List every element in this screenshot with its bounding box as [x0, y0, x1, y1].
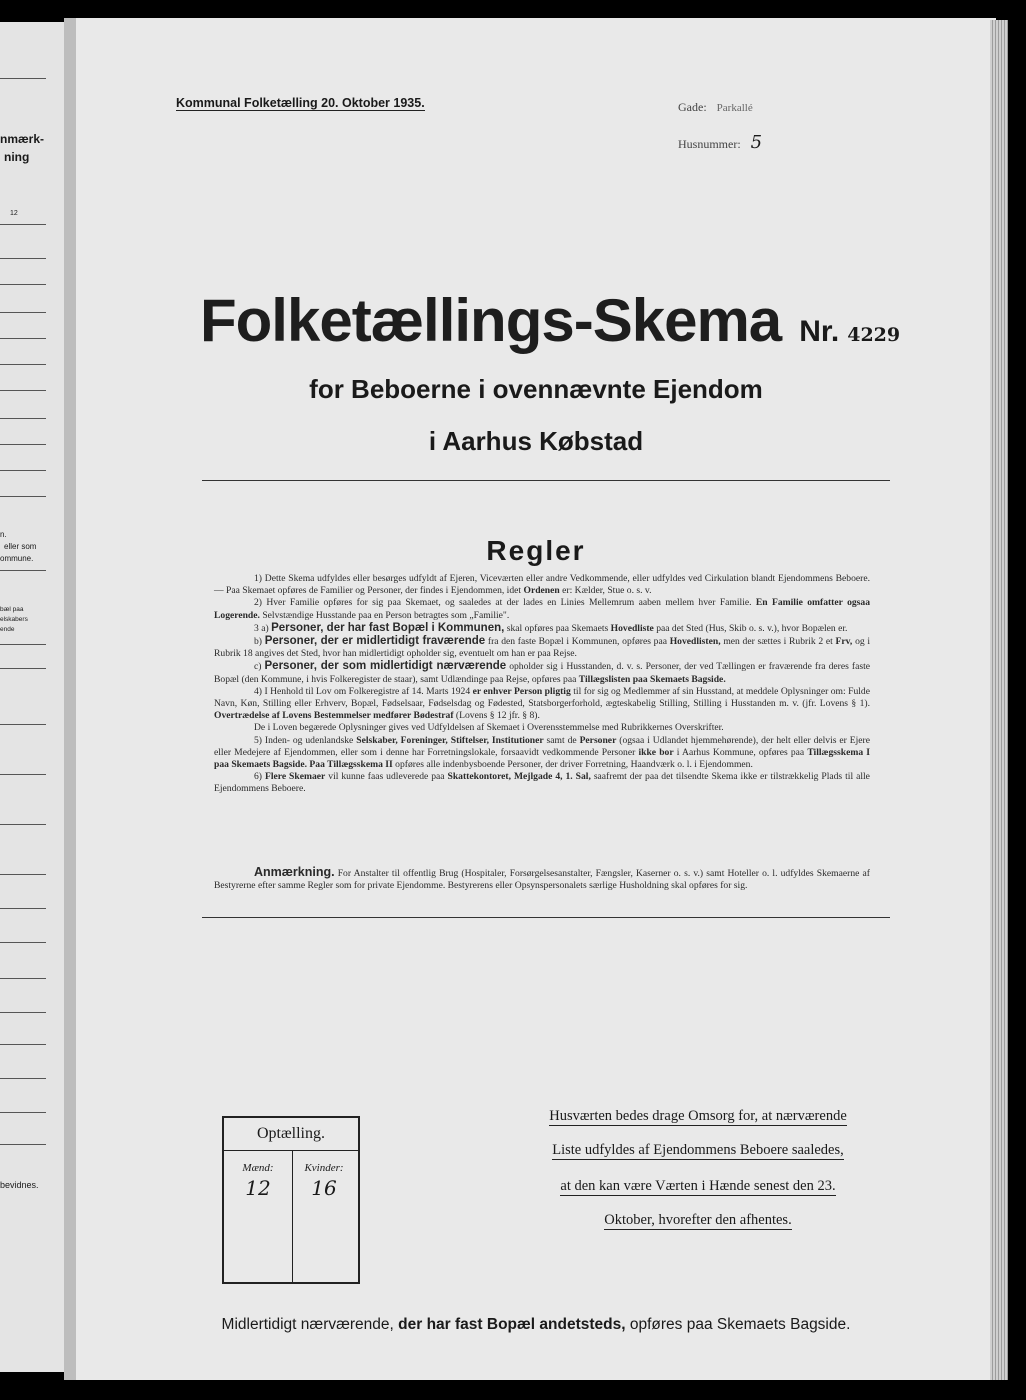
house-number-label: Husnummer: — [678, 137, 741, 151]
tally-title: Optælling. — [224, 1118, 358, 1151]
street-label: Gade: — [678, 100, 707, 114]
rule-3b: b) Personer, der er midlertidigt fraværende fra den faste Bopæl i Kommunen, opføres paa Hovedlisten, men der sættes i Rubrik 2 et Frv, og i Rubrik 18 angives det Sted, hvor han midlertidigt opholder sig, eventuelt om han er paa Rejse. — [214, 635, 871, 660]
notice-line-2: Liste udfyldes af Ejendommens Beboere saaledes, — [552, 1142, 844, 1158]
women-count: 16 — [311, 1176, 337, 1200]
rule-6: 6) Flere Skemaer vil kunne faas udleverede paa Skattekontoret, Mejlgade 4, 1. Sal, saafremt der paa det tilsendte Skema ikke er tilstrækkelig Plads til alle Ejendommens Beboere. — [214, 771, 870, 795]
tally-box — [222, 1116, 360, 1284]
left-fragment: bæl paa — [0, 606, 24, 613]
census-header: Kommunal Folketælling 20. Oktober 1935. — [176, 96, 425, 110]
footer-note: Midlertidigt nærværende, der har fast Bopæl andetsteds, opføres paa Skemaets Bagside. — [221, 1316, 851, 1333]
house-number-value: 5 — [750, 132, 763, 153]
rule-3a: 3 a) Personer, der har fast Bopæl i Kommunen, skal opføres paa Skemaets Hovedliste paa det Sted (Hus, Skib o. s. v.), hvor Bopælen er. — [254, 621, 848, 634]
rule-4: 4) I Henhold til Lov om Folkeregistre af 14. Marts 1924 er enhver Person pligtig til for sig og Medlemmer af sin Husstand, at meddele Oplysninger om: Fulde Navn, Køn, Stilling eller Erhverv, Bopæl, Fødselsaar, Fødselsdag og Fødested, Statsborgerforhold, ægteskabelig Stilling, Stilling i Husstanden m. v. (jfr. Lovens § 1). Overtrædelse af Lovens Bestemmelser medfører Bødestraf (Lovens § 12 jfr. § 8). — [214, 685, 870, 722]
remark-label: Anmærkning. — [254, 865, 335, 879]
house-number-field — [678, 132, 762, 153]
rule-5: 5) Inden- og udenlandske Selskaber, Foreninger, Stiftelser, Institutioner samt de Personer (ogsaa i Udlandet hjemmehørende), der helt eller delvis er Ejere eller Medejere af Ejendommen, eller som i denne har Forretningslokale, forsaavidt vedkommende Personer ikke bor i Aarhus Kommune, opføres paa Tillægsskema I paa Skemaets Bagside. Paa Tillægsskema II opføres alle indenbysboende Personer, der driver Forretning, Haandværk o. l. i Ejendommen. — [214, 734, 871, 771]
divider-top — [202, 480, 890, 481]
form-subtitle-1: for Beboerne i ovennævnte Ejendom — [309, 374, 763, 404]
notice-line-3: at den kan være Værten i Hænde senest den 23. — [560, 1178, 836, 1194]
rule-3c: c) Personer, der som midlertidigt nærværende opholder sig i Husstanden, d. v. s. Personer, der ved Tællingen er fraværende fra deres faste Bopæl (den Kommune, i hvis Folkeregister de staar), samt Udlændinge paa Rejse, opføres paa Tillægslisten paa Skemaets Bagside. — [214, 660, 870, 685]
divider-bottom — [202, 917, 890, 918]
left-fragment: eller som — [4, 542, 37, 551]
census-form-page — [76, 18, 996, 1380]
tally-women — [290, 1150, 358, 1282]
page-stack-edge — [990, 20, 1008, 1380]
notice-line-4: Oktober, hvorefter den afhentes. — [604, 1212, 792, 1228]
notice-line-1: Husværten bedes drage Omsorg for, at nærværende — [549, 1108, 847, 1124]
left-fragment: ende — [0, 626, 15, 633]
men-label: Mænd: — [242, 1162, 274, 1174]
left-fragment: bevidnes. — [0, 1180, 39, 1190]
women-label: Kvinder: — [304, 1162, 344, 1174]
left-fragment: ommune. — [0, 554, 34, 563]
left-fragment: 12 — [10, 210, 18, 217]
rule-2: 2) Hver Familie opføres for sig paa Skemaet, og saaledes at der lades en Linies Mellemrum aaben mellem hver Familie. En Familie omfatter ogsaa Logerende. Selvstændige Husstande paa en Person betragtes som „Familie". — [214, 597, 870, 621]
left-fragment: n. — [0, 530, 7, 539]
rule-1: 1) Dette Skema udfyldes eller besørges udfyldt af Ejeren, Viceværten eller andre Vedkommende, eller udfyldes ved Cirkulation blandt Ejendommens Beboere. — Paa Skemaet opføres de Familier og Personer, der findes i Ejendommen, idet Ordenen er: Kælder, Stue o. s. v. — [214, 573, 870, 597]
left-fragment: ning — [4, 150, 30, 164]
street-field — [678, 98, 753, 116]
street-value: Parkallé — [716, 102, 753, 114]
form-title — [200, 286, 900, 355]
rules-heading: Regler — [486, 535, 586, 566]
form-subtitle-2: i Aarhus Købstad — [428, 426, 644, 456]
remark-text: For Anstalter til offentlig Brug (Hospitaler, Forsørgelsesanstalter, Fængsler, Kaserner o. s. v.) samt Hoteller o. l. udfyldes Skemaerne af Bestyrerne efter samme Regler som for private Ejendomme. Bestyrerens eller Opsynspersonalets særlige Husholdning skal opføres for sig. — [214, 868, 870, 892]
rules-body — [214, 573, 870, 796]
remark-paragraph — [214, 866, 870, 892]
left-fragment: nmærk- — [0, 132, 45, 146]
form-title-main: Folketællings-Skema — [200, 287, 782, 354]
form-number-label: Nr. — [799, 315, 840, 348]
rule-4-note: De i Loven begærede Oplysninger gives ved Udfyldelsen af Skemaet i Overensstemmelse med Rubrikkernes Overskrifter. — [254, 722, 724, 734]
tally-men — [224, 1150, 293, 1282]
adjacent-page — [0, 22, 66, 1372]
men-count: 12 — [245, 1176, 271, 1200]
left-fragment: elskabers — [0, 616, 28, 623]
form-number-value: 4229 — [847, 324, 901, 346]
